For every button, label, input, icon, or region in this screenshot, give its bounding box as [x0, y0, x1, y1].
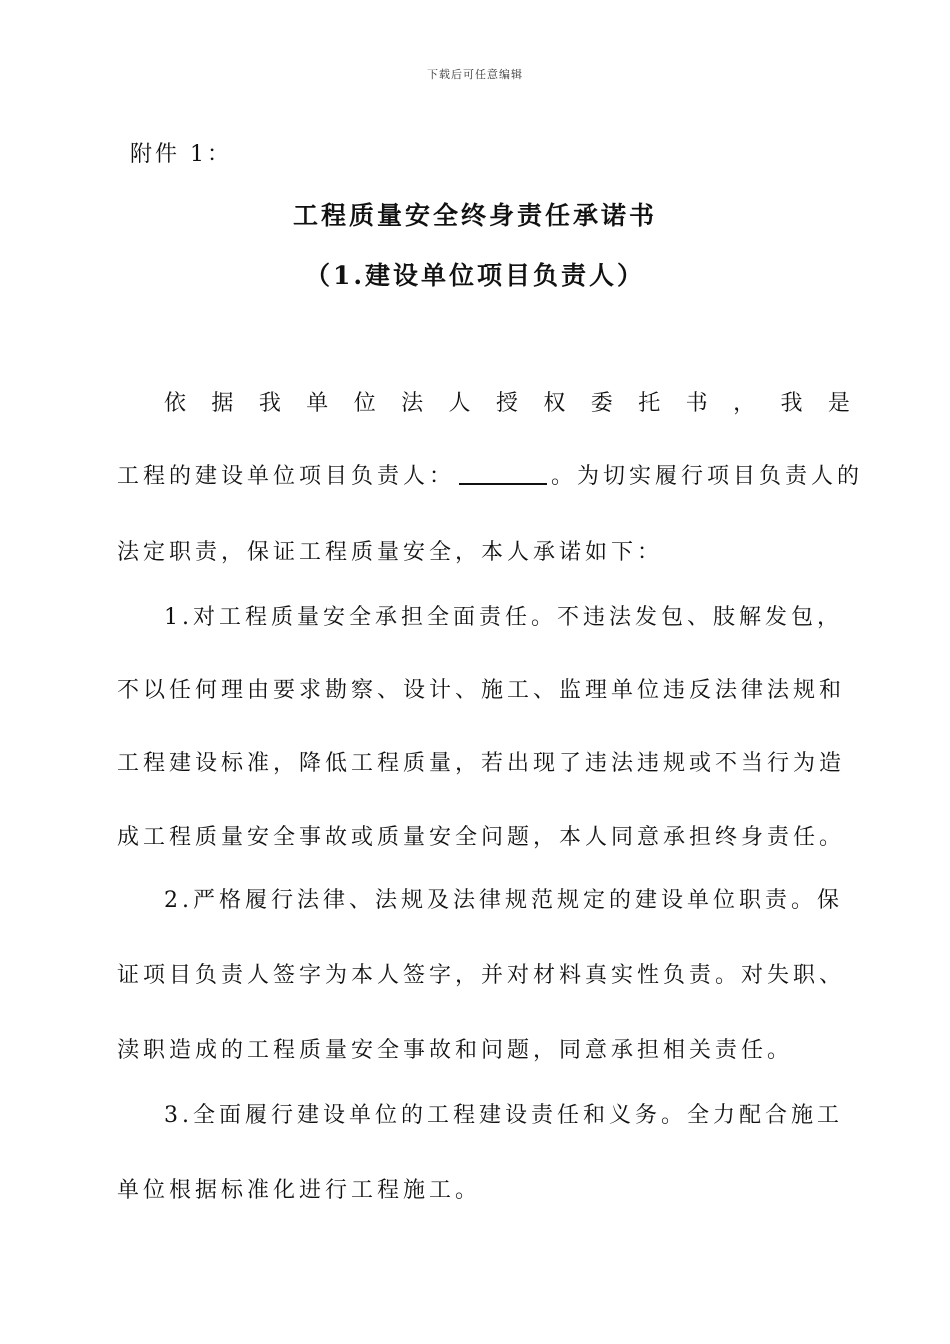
name-blank-underline[interactable]	[459, 463, 547, 485]
char: 位	[353, 391, 376, 416]
item-2-line-3: 渎职造成的工程质量安全事故和问题，同意承担相关责任。	[117, 1038, 794, 1063]
char: 委	[590, 391, 613, 416]
char: 我	[258, 391, 281, 416]
char: 书	[685, 391, 708, 416]
document-subtitle: （1.建设单位项目负责人）	[304, 261, 646, 290]
item-1-line-2: 不以任何理由要求勘察、设计、施工、监理单位违反法律法规和	[117, 678, 846, 703]
char: 权	[543, 391, 566, 416]
char: ，	[733, 391, 756, 416]
char: 托	[638, 391, 661, 416]
char: 单	[306, 391, 329, 416]
item-1-line-4: 成工程质量安全事故或质量安全问题，本人同意承担终身责任。	[117, 825, 846, 850]
item-2-line-2: 证项目负责人签字为本人签字，并对材料真实性负责。对失职、	[117, 963, 846, 988]
char: 法	[401, 391, 424, 416]
item-3-line-1: 3.全面履行建设单位的工程建设责任和义务。全力配合施工	[164, 1103, 843, 1128]
char: 据	[211, 391, 234, 416]
page-header-note: 下载后可任意编辑	[427, 68, 523, 81]
char: 人	[448, 391, 471, 416]
char: 是	[827, 391, 850, 416]
paragraph-1-line-2	[117, 462, 864, 492]
item-3-line-2: 单位根据标准化进行工程施工。	[117, 1178, 482, 1203]
char: 我	[780, 391, 803, 416]
paragraph-1-line-1	[117, 389, 850, 419]
document-title: 工程质量安全终身责任承诺书	[292, 201, 657, 230]
attachment-label: 附件 1：	[130, 142, 232, 167]
char: 授	[495, 391, 518, 416]
line-suffix: 。为切实履行项目负责人的	[551, 464, 864, 489]
char: 依	[164, 391, 187, 416]
item-2-line-1: 2.严格履行法律、法规及法律规范规定的建设单位职责。保	[164, 888, 843, 913]
line-prefix: 工程的建设单位项目负责人：	[117, 464, 456, 489]
item-1-line-1: 1.对工程质量安全承担全面责任。不违法发包、肢解发包，	[164, 605, 843, 630]
paragraph-1-line-3: 法定职责，保证工程质量安全，本人承诺如下：	[117, 540, 664, 565]
item-1-line-3: 工程建设标准，降低工程质量，若出现了违法违规或不当行为造	[117, 751, 846, 776]
